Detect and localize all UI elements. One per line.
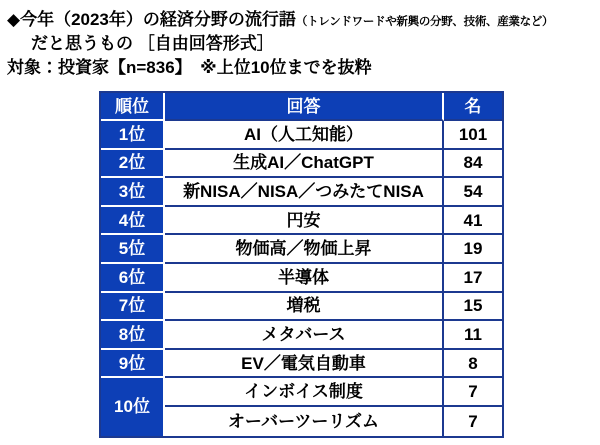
- answer-cell-10b: オーバーツーリズム: [165, 407, 444, 436]
- count-cell-2: 84: [444, 150, 502, 179]
- answer-cell-8: メタバース: [165, 321, 444, 350]
- answer-cell-7: 増税: [165, 293, 444, 322]
- rank-cell-8: 8位: [101, 321, 165, 350]
- count-cell-8: 11: [444, 321, 502, 350]
- caption-title-note: （トレンドワードや新興の分野、技術、産業など）: [295, 16, 554, 28]
- ranking-table: [99, 91, 504, 438]
- figure-caption: [0, 0, 600, 80]
- answer-cell-1: AI（人工知能）: [165, 121, 444, 150]
- count-cell-1: 101: [444, 121, 502, 150]
- count-cell-7: 15: [444, 293, 502, 322]
- count-cell-10a: 7: [444, 378, 502, 407]
- answer-cell-3: 新NISA／NISA／つみたてNISA: [165, 178, 444, 207]
- count-cell-4: 41: [444, 207, 502, 236]
- answer-cell-9: EV／電気自動車: [165, 350, 444, 379]
- answer-cell-10a: インボイス制度: [165, 378, 444, 407]
- caption-line3: 対象：投資家【n=836】 ※上位10位までを抜粋: [7, 58, 372, 78]
- rank-cell-5: 5位: [101, 235, 165, 264]
- rank-cell-4: 4位: [101, 207, 165, 236]
- rank-cell-1: 1位: [101, 121, 165, 150]
- caption-title-main: ◆今年（2023年）の経済分野の流行語: [7, 10, 296, 29]
- count-cell-5: 19: [444, 235, 502, 264]
- column-header-rank: 順位: [101, 93, 165, 121]
- caption-line2: だと思うもの ［自由回答形式］: [31, 34, 274, 54]
- column-header-count: 名: [444, 93, 502, 121]
- rank-cell-2: 2位: [101, 150, 165, 179]
- rank-cell-9: 9位: [101, 350, 165, 379]
- rank-cell-10: 10位: [101, 378, 165, 435]
- answer-cell-4: 円安: [165, 207, 444, 236]
- answer-cell-2: 生成AI／ChatGPT: [165, 150, 444, 179]
- count-cell-9: 8: [444, 350, 502, 379]
- rank-cell-7: 7位: [101, 293, 165, 322]
- count-cell-6: 17: [444, 264, 502, 293]
- caption-line1: [7, 8, 596, 32]
- answer-cell-5: 物価高／物価上昇: [165, 235, 444, 264]
- column-header-answer: 回答: [165, 93, 444, 121]
- rank-cell-6: 6位: [101, 264, 165, 293]
- count-cell-10b: 7: [468, 411, 478, 431]
- count-cell-3: 54: [444, 178, 502, 207]
- rank-cell-3: 3位: [101, 178, 165, 207]
- answer-cell-6: 半導体: [165, 264, 444, 293]
